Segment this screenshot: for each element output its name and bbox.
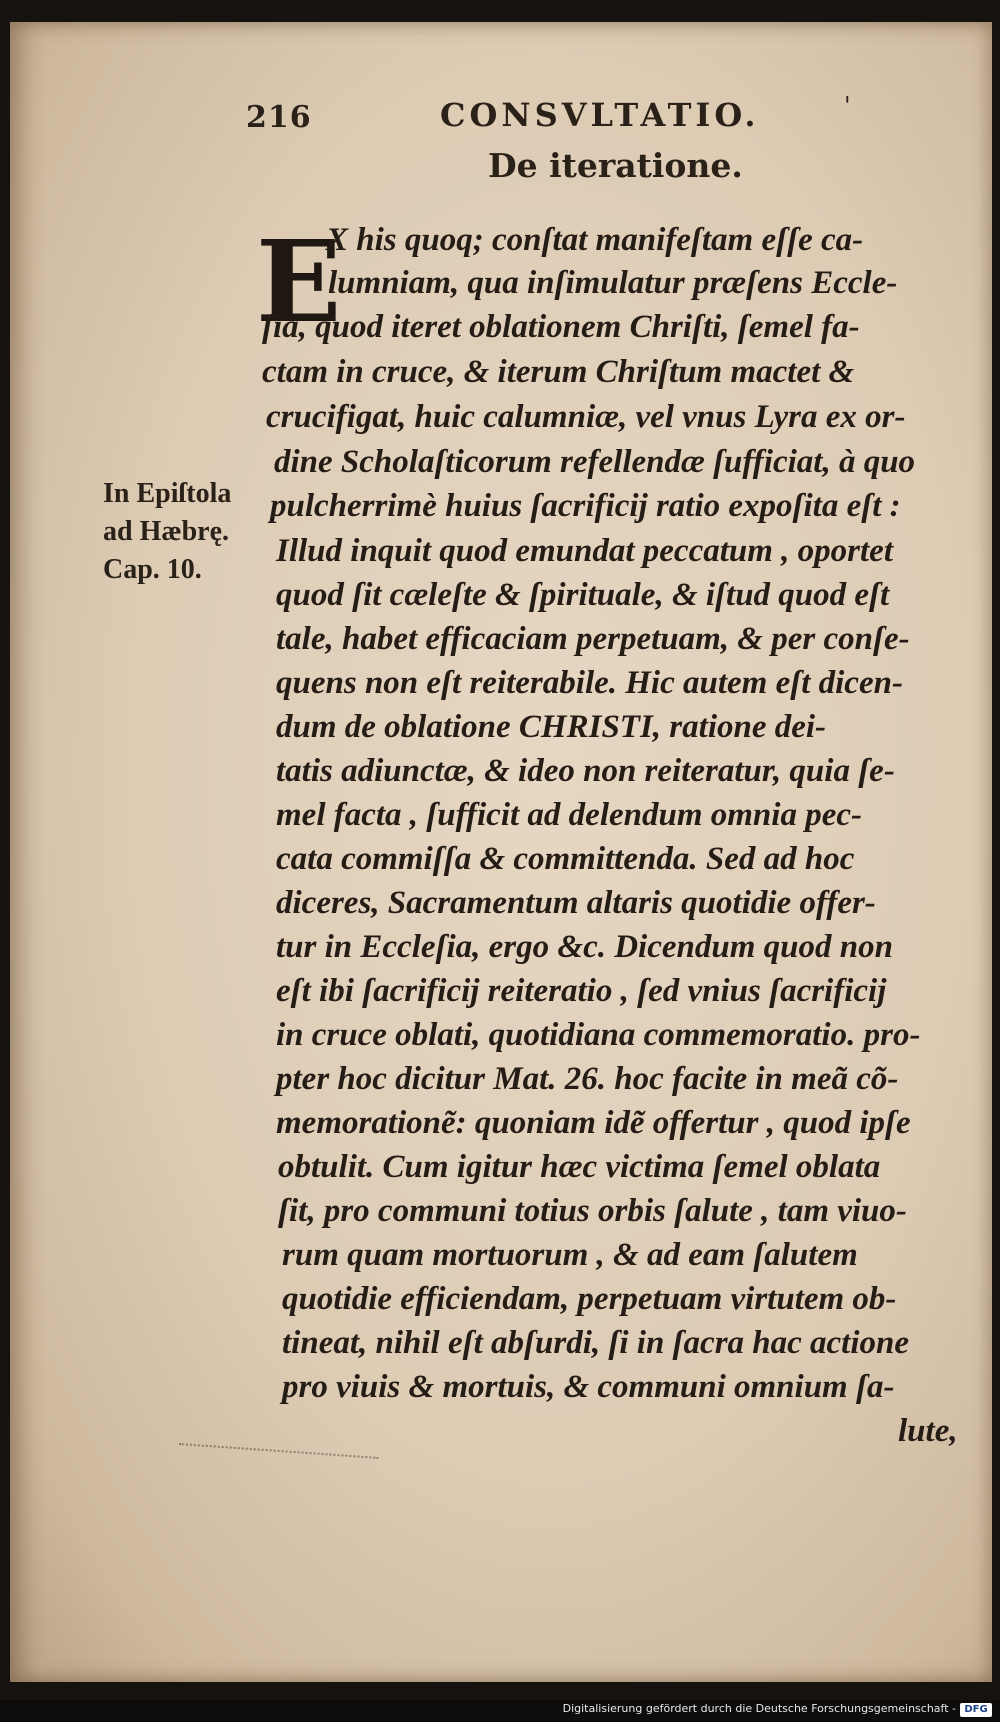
- text-line: pulcherrimè huius ſacrificij ratio expoſita eſt :: [270, 488, 901, 524]
- book-page: [10, 22, 992, 1682]
- drop-cap-initial: E: [256, 217, 342, 348]
- page-number: 216: [246, 100, 312, 135]
- text-line: Illud inquit quod emundat peccatum , oportet: [276, 533, 893, 569]
- text-line: crucifigat, huic calumniæ, vel vnus Lyra ex or-: [266, 399, 906, 435]
- dfg-logo: DFG: [960, 1703, 992, 1717]
- text-line: rum quam mortuorum , & ad eam ſalutem: [282, 1237, 858, 1273]
- text-line: quens non eſt reiterabile. Hic autem eſt dicen-: [276, 665, 903, 701]
- text-line: dum de oblatione CHRISTI, ratione dei-: [276, 709, 827, 745]
- text-line: obtulit. Cum igitur hæc victima ſemel oblata: [278, 1149, 881, 1185]
- text-line: dine Scholaſticorum refellendæ ſufficiat, à quo: [274, 444, 916, 480]
- running-head-mark: ': [844, 92, 851, 120]
- text-line: tale, habet efficaciam perpetuam, & per conſe-: [276, 621, 910, 657]
- text-line: cata commiſſa & committenda. Sed ad hoc: [276, 841, 855, 877]
- margin-note-line: ad Hæbrę.: [103, 516, 229, 547]
- text-line: tur in Eccleſia, ergo &c. Dicendum quod non: [276, 929, 893, 965]
- text-line: ſit, pro communi totius orbis ſalute , tam viuo-: [278, 1193, 907, 1229]
- text-line: eſt ibi ſacrificij reiteratio , ſed vnius ſacrificij: [276, 973, 887, 1009]
- text-line: tatis adiunctæ, & ideo non reiteratur, quia ſe-: [276, 753, 895, 789]
- text-line: ſia, quod iteret oblationem Chriſti, ſemel fa-: [262, 309, 860, 345]
- text-line: lumniam, qua inſimulatur præſens Eccle-: [328, 265, 898, 301]
- text-line: mel facta , ſufficit ad delendum omnia pec-: [276, 797, 862, 833]
- section-title: De iteratione.: [488, 146, 743, 185]
- text-line: in cruce oblati, quotidiana commemoratio. pro-: [276, 1017, 921, 1053]
- text-line: X his quoq; conſtat manifeſtam eſſe ca-: [326, 222, 864, 258]
- text-line: pter hoc dicitur Mat. 26. hoc facite in meã cõ-: [276, 1061, 899, 1097]
- ink-smudge: [179, 1403, 381, 1459]
- text-line: diceres, Sacramentum altaris quotidie offer-: [276, 885, 876, 921]
- running-head: CONSVLTATIO.: [440, 96, 760, 134]
- margin-note-line: In Epiſtola: [103, 478, 232, 509]
- text-line: tineat, nihil eſt abſurdi, ſi in ſacra hac actione: [282, 1325, 910, 1361]
- text-line: quod ſit cæleſte & ſpirituale, & iſtud quod eſt: [276, 577, 890, 613]
- text-line: ctam in cruce, & iterum Chriſtum mactet &: [262, 354, 855, 390]
- text-line: pro viuis & mortuis, & communi omnium ſa-: [282, 1369, 895, 1405]
- margin-note-line: Cap. 10.: [103, 554, 202, 585]
- digitization-credit: Digitalisierung gefördert durch die Deutsche Forschungsgemeinschaft -: [562, 1702, 956, 1715]
- text-line: lute,: [898, 1413, 958, 1449]
- text-line: memorationẽ: quoniam idẽ offertur , quod ipſe: [276, 1105, 911, 1141]
- text-line: quotidie efficiendam, perpetuam virtutem ob-: [282, 1281, 897, 1317]
